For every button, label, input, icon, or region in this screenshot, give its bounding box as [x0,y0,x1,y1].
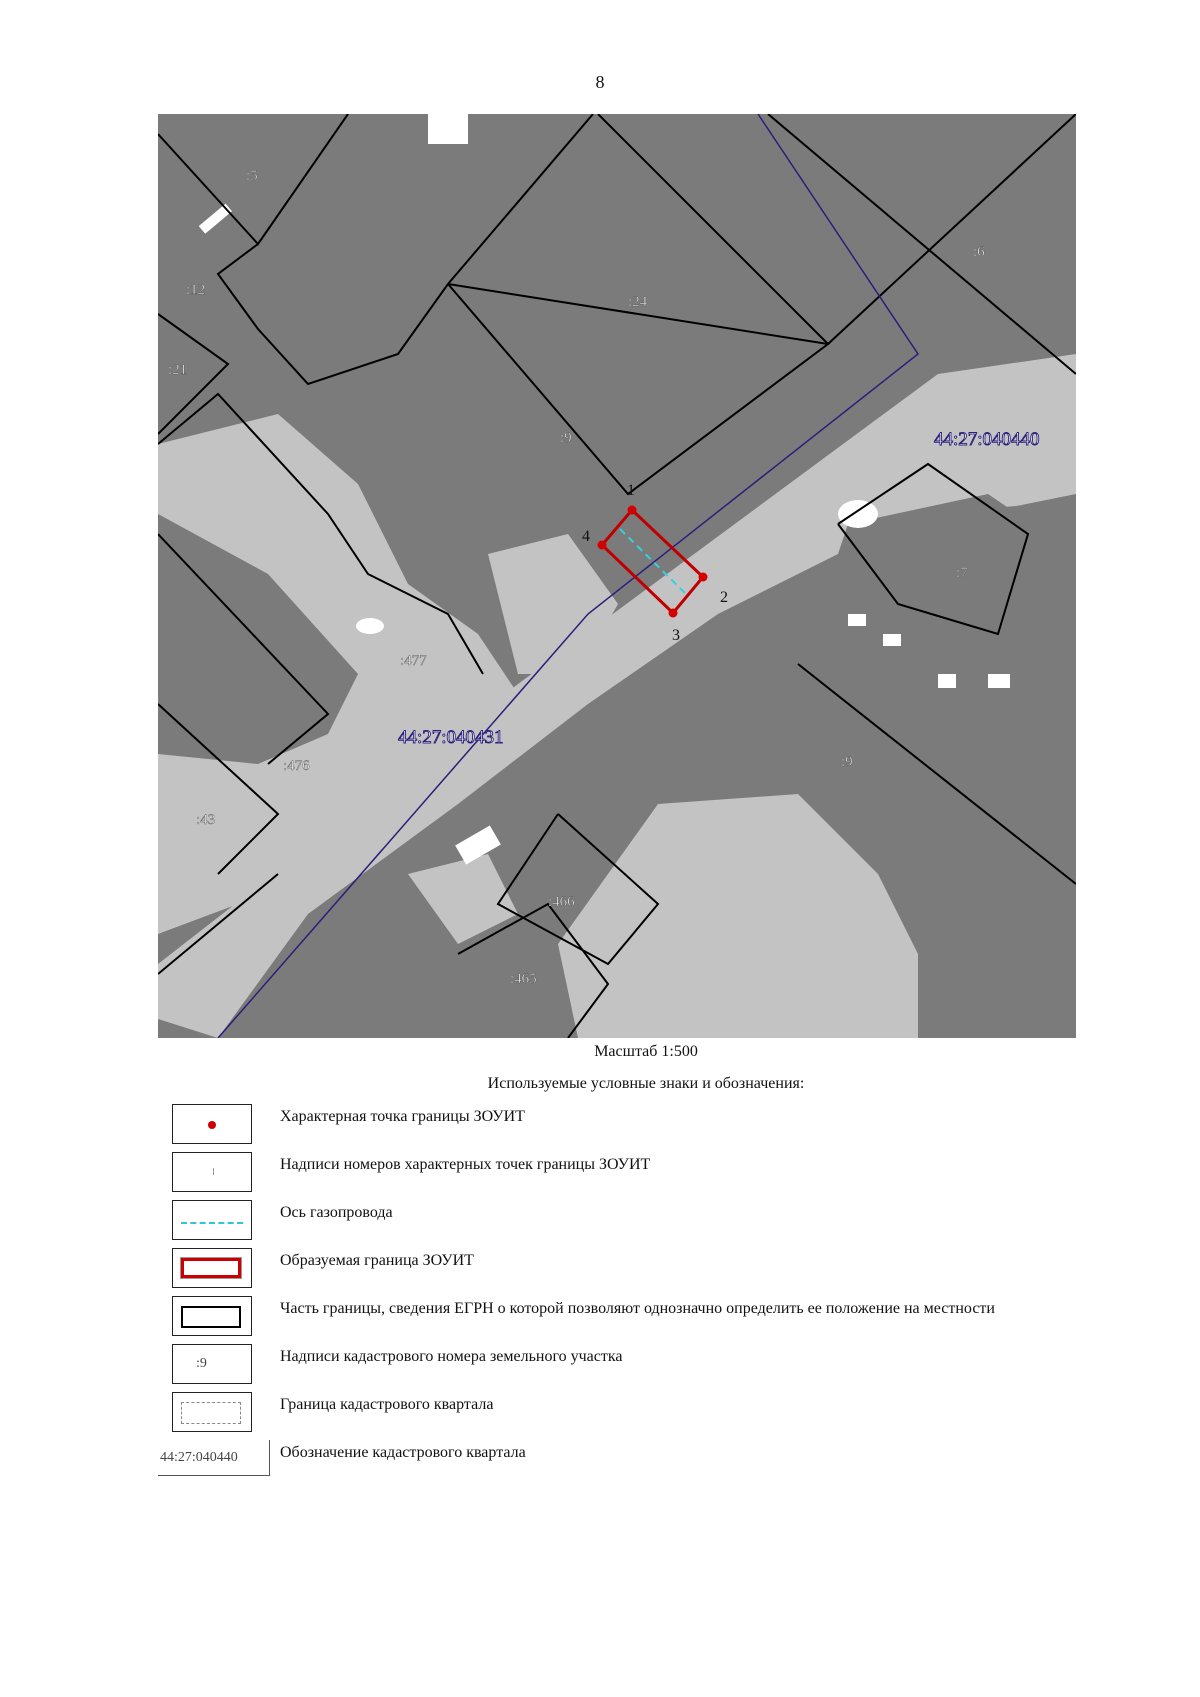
parcel-label: :9 [560,430,572,446]
legend-title: Используемые условные знаки и обозначения: [487,1075,805,1092]
point-label: 1 [627,482,635,499]
legend-item-parcel-number [158,1344,1078,1388]
legend-item-point [158,1104,1078,1148]
legend-symbol [172,1104,252,1144]
point-label: 3 [672,627,680,644]
parcel-label: :24 [628,294,648,310]
red-dot-icon [208,1121,216,1129]
building [988,674,1010,688]
dashed-line-icon [181,1222,243,1224]
legend-text: Ось газопровода [280,1204,393,1221]
legend-text: Образуемая граница ЗОУИТ [280,1252,474,1269]
legend-symbol [172,1248,252,1288]
map-scale: Масштаб 1:500 [594,1043,698,1060]
parcel-label: :477 [400,653,427,669]
cadastral-map[interactable] [158,114,1076,1038]
parcel-label: :9 [841,754,853,770]
legend-text: Обозначение кадастрового квартала [280,1444,526,1461]
building [838,500,878,528]
building [848,614,866,626]
zouit-point[interactable] [699,573,708,582]
map-canvas [158,114,1076,1038]
zouit-point[interactable] [669,609,678,618]
parcel-label: :5 [246,168,258,184]
legend-text: Характерная точка границы ЗОУИТ [280,1108,525,1125]
legend-item-quarter-label [158,1440,1078,1484]
dotted-rectangle-icon [181,1402,241,1424]
building [938,674,956,688]
zouit-point[interactable] [628,506,637,515]
quarter-label: 44:27:040440 [934,429,1040,450]
legend-text: Граница кадастрового квартала [280,1396,494,1413]
zouit-point[interactable] [598,541,607,550]
parcel-label: :43 [196,812,216,828]
parcel-label: :21 [168,362,188,378]
point-label: 4 [582,528,590,545]
parcel-label: :465 [510,971,537,987]
legend-text: Надписи кадастрового номера земельного участка [280,1348,623,1365]
page-number: 8 [595,72,605,92]
legend-symbol [172,1344,252,1384]
legend-item-point-number [158,1152,1078,1196]
parcel-label-icon: :9 [196,1356,207,1371]
red-rectangle-icon [181,1258,241,1278]
legend-item-egrn-boundary [158,1296,1078,1340]
black-rectangle-icon [181,1306,241,1328]
building [428,114,468,144]
parcel-label: :466 [548,894,575,910]
parcel-label: :476 [283,758,310,774]
legend-text: Надписи номеров характерных точек границы ЗОУИТ [280,1156,651,1173]
legend-item-gas-axis [158,1200,1078,1244]
legend-item-zouit-boundary [158,1248,1078,1292]
quarter-label: 44:27:040431 [398,727,504,748]
building [883,634,901,646]
building [356,618,384,634]
legend-symbol [172,1296,252,1336]
point-label: 2 [720,589,728,606]
legend-symbol [172,1392,252,1432]
legend-item-quarter-boundary [158,1392,1078,1436]
point-number-icon [213,1168,214,1175]
parcel-label: :6 [973,244,985,260]
legend-symbol [172,1152,252,1192]
parcel-label: :7 [956,565,968,581]
legend-text: Часть границы, сведения ЕГРН о которой позволяют однозначно определить ее положение на местности [280,1300,995,1317]
parcel-label: :12 [186,282,206,298]
quarter-label-icon: 44:27:040440 [158,1440,270,1476]
legend-symbol [172,1200,252,1240]
